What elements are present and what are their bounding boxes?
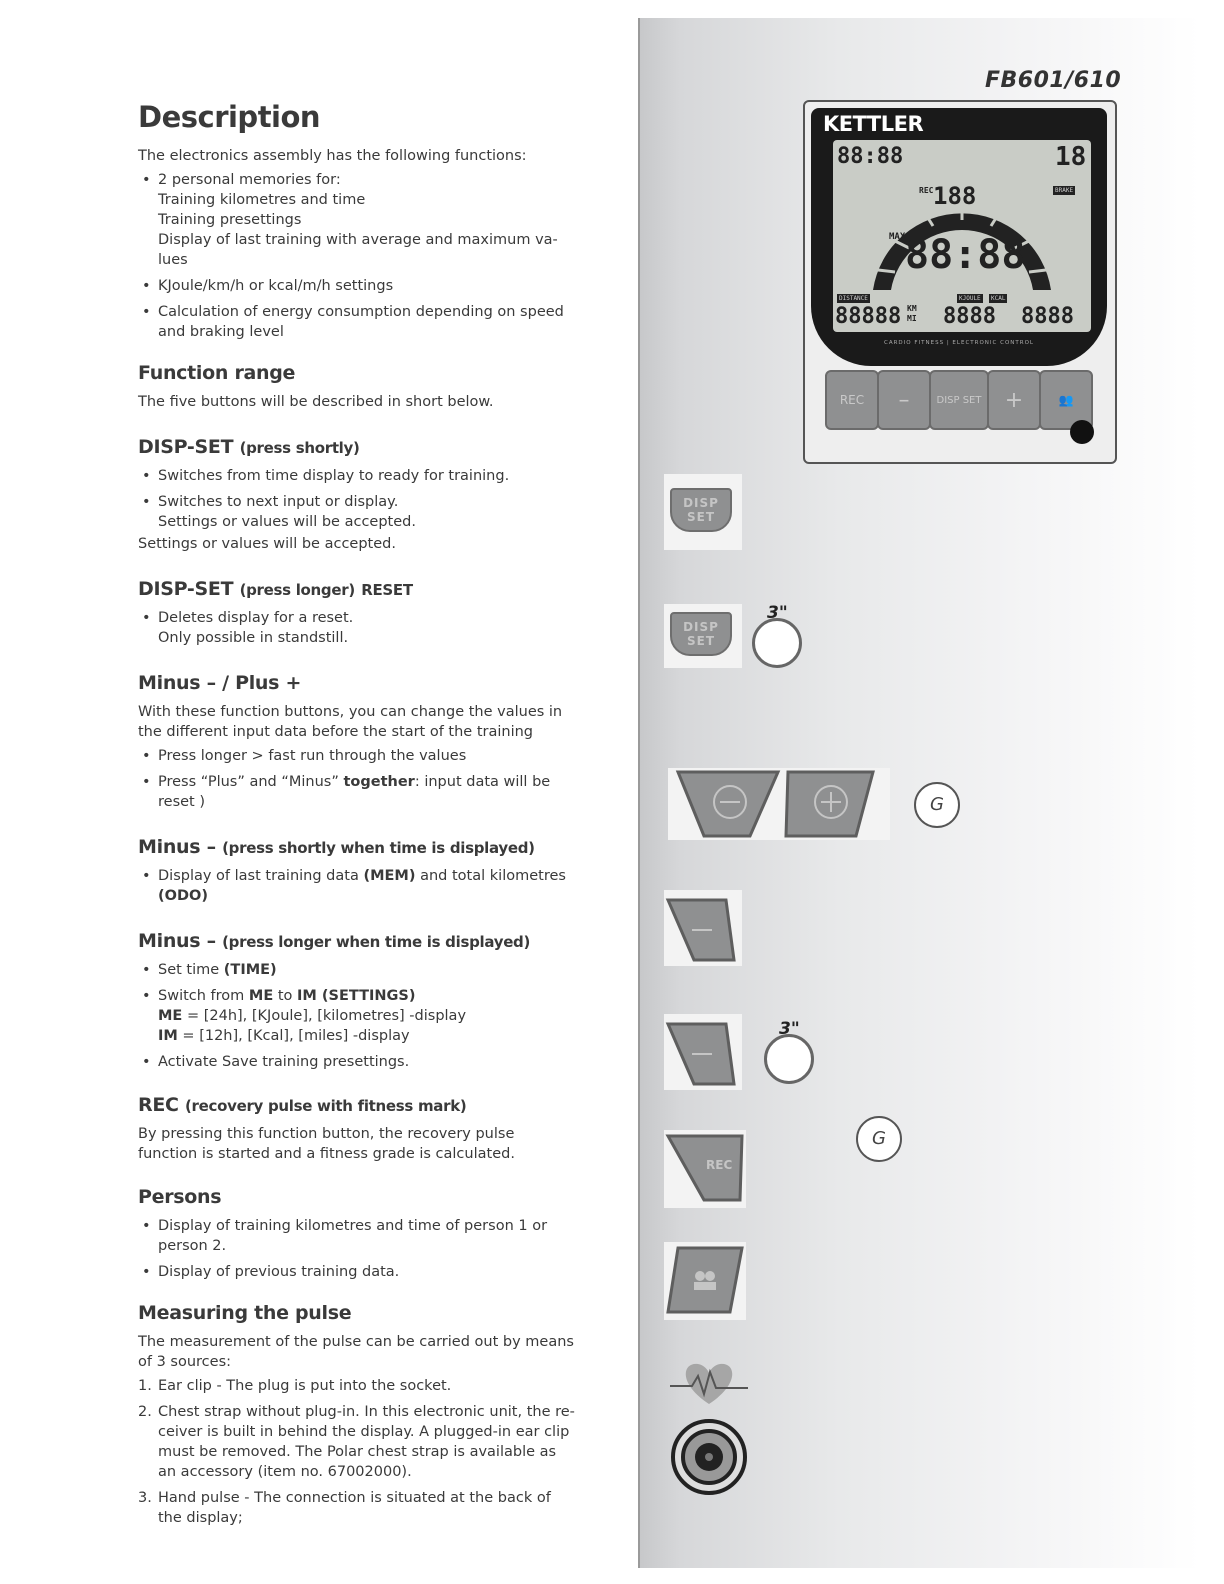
g-circle-icon: G <box>914 782 960 828</box>
lcd-max: MAX <box>889 232 906 242</box>
lcd-top-right: 18 <box>1055 142 1087 172</box>
section-description <box>138 100 578 348</box>
lcd-time-small: 88:88 <box>837 144 904 169</box>
section-disp-long <box>138 578 578 654</box>
list-item: 2. Chest strap without plug-in. In this electronic unit, the re-ceiver is built in behind the display. A plugged-in ear clip must be removed. The Polar chest strap is available as an accessory (item no. 67002000). <box>138 1404 575 1480</box>
function-range-title: Function range <box>138 362 296 384</box>
section-minus-plus <box>138 672 578 818</box>
console-rec-button[interactable]: REC <box>825 370 879 430</box>
description-list <box>138 170 578 342</box>
description-intro: The electronics assembly has the following functions: <box>138 148 527 164</box>
minus-plus-text: With these function buttons, you can change the values in the different input data before the start of the training <box>138 704 563 740</box>
rec-icon-box <box>664 1130 746 1208</box>
rec-text: By pressing this function button, the recovery pulse function is started and a fitness grade is calculated. <box>138 1126 515 1162</box>
list-item: • KJoule/km/h or kcal/m/h settings <box>138 276 578 296</box>
timer-3s-icon: 3" <box>764 1034 814 1084</box>
list-item: 3. Hand pulse - The connection is situated at the back of the display; <box>138 1490 551 1526</box>
list-item: • Switch from ME to IM (SETTINGS) ME = [24h], [KJoule], [kilometres] -display IM = [12h], [Kcal], [miles] -display <box>138 986 578 1046</box>
persons-icon-box <box>664 1242 746 1320</box>
plus-icon <box>786 772 873 836</box>
list-item: • Display of last training data (MEM) and total kilometres (ODO) <box>138 866 578 906</box>
function-range-text: The five buttons will be described in short below. <box>138 394 494 410</box>
description-title: Description <box>138 100 321 134</box>
pulse-title: Measuring the pulse <box>138 1302 352 1324</box>
lcd-unit-mi: MI <box>907 314 917 323</box>
model-number: FB601/610 <box>985 68 1122 93</box>
minus-icon <box>678 772 778 836</box>
list-item: • Deletes display for a reset. Only possible in standstill. <box>138 608 578 648</box>
lcd-unit-km: KM <box>907 304 917 313</box>
disp-short-after: Settings or values will be accepted. <box>138 536 396 552</box>
list-item: • Switches to next input or display. Settings or values will be accepted. <box>138 492 578 532</box>
minus-icon <box>664 890 742 966</box>
console-plus-button[interactable]: + <box>987 370 1041 430</box>
disp-short-title: DISP-SET (press shortly) <box>138 436 360 458</box>
list-item: • Display of training kilometres and time of person 1 or person 2. <box>138 1216 578 1256</box>
list-item: • 2 personal memories for: Training kilometres and time Training presettings Display of last training with average and maximum va-lues <box>138 170 578 270</box>
lcd-pulse: 8888 <box>1021 304 1074 329</box>
persons-icon <box>664 1242 746 1320</box>
console-footer-text: CARDIO FITNESS | ELECTRONIC CONTROL <box>884 340 1034 346</box>
rec-title: REC (recovery pulse with fitness mark) <box>138 1094 467 1116</box>
pulse-jack-icon <box>1070 420 1094 444</box>
disp-long-title: DISP-SET (press longer) RESET <box>138 578 413 600</box>
rec-icon-label: REC <box>706 1158 733 1172</box>
lcd-center: 188 <box>933 182 977 210</box>
disp-set-icon: DISP SET <box>670 488 732 532</box>
list-item: • Activate Save training presettings. <box>138 1052 578 1072</box>
socket-icon <box>670 1418 748 1496</box>
rec-icon <box>664 1130 746 1208</box>
section-function-range <box>138 362 578 412</box>
console-illustration <box>803 100 1117 464</box>
minus-long-title: Minus – (press longer when time is displayed) <box>138 930 531 952</box>
list-item: • Press “Plus” and “Minus” together: input data will be reset ) <box>138 772 578 812</box>
disp-set-long-icon-box <box>664 604 742 668</box>
section-minus-short <box>138 836 578 912</box>
timer-3s-icon: 3" <box>752 618 802 668</box>
persons-title: Persons <box>138 1186 222 1208</box>
g-circle-icon: G <box>856 1116 902 1162</box>
console-bezel <box>811 108 1107 366</box>
minus-plus-title: Minus – / Plus + <box>138 672 302 694</box>
section-persons <box>138 1186 578 1288</box>
lcd-label-kcal: KCAL <box>991 295 1006 302</box>
lcd-label-distance: DISTANCE <box>839 295 868 302</box>
console-minus-button[interactable]: – <box>877 370 931 430</box>
console-persons-button[interactable]: 👥 <box>1039 370 1093 430</box>
minus-plus-icon-box <box>668 768 890 840</box>
list-item: 1. Ear clip - The plug is put into the socket. <box>138 1378 452 1394</box>
minus-icon <box>664 1014 742 1090</box>
minus-plus-icons <box>668 768 890 840</box>
disp-set-icon-box <box>664 474 742 550</box>
section-disp-short <box>138 436 578 554</box>
lcd-display <box>833 140 1091 332</box>
brand-logo: KETTLER <box>823 112 924 136</box>
section-rec <box>138 1094 578 1164</box>
console-disp-set-button[interactable]: DISP SET <box>929 370 989 430</box>
heart-pulse-icon <box>668 1358 750 1408</box>
lcd-rec: REC <box>919 186 934 195</box>
section-pulse <box>138 1302 578 1534</box>
lcd-main-time: 88:88 <box>905 232 1026 278</box>
section-minus-long <box>138 930 578 1078</box>
list-item: • Switches from time display to ready for training. <box>138 466 578 486</box>
side-panel-border <box>638 18 640 1568</box>
lcd-label-brake: BRAKE <box>1055 187 1074 194</box>
lcd-distance: 88888 <box>835 304 902 329</box>
list-item: • Press longer > fast run through the values <box>138 746 578 766</box>
list-item: • Display of previous training data. <box>138 1262 578 1282</box>
lcd-label-kjoule: KJOULE <box>959 295 981 302</box>
pulse-text: The measurement of the pulse can be carried out by means of 3 sources: <box>138 1334 574 1370</box>
list-item: • Calculation of energy consumption depending on speed and braking level <box>138 302 578 342</box>
minus-short-icon-box <box>664 890 742 966</box>
disp-set-icon: DISP SET <box>670 612 732 656</box>
list-item: • Set time (TIME) <box>138 960 578 980</box>
minus-long-icon-box <box>664 1014 742 1090</box>
console-button-row <box>825 370 1095 430</box>
lcd-energy: 8888 <box>943 304 996 329</box>
minus-short-title: Minus – (press shortly when time is displayed) <box>138 836 535 858</box>
